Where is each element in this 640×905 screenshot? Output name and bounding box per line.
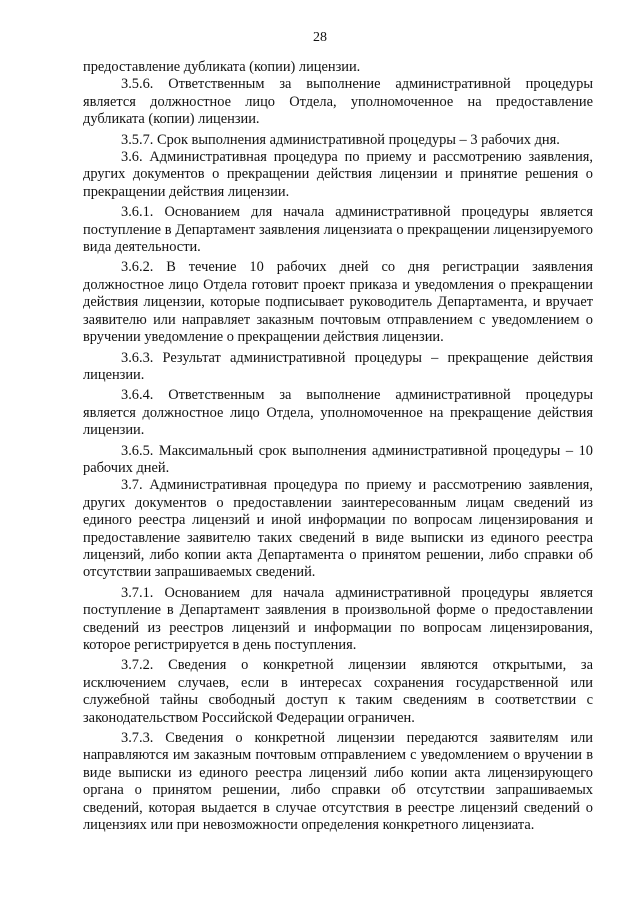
document-body xyxy=(83,59,593,834)
paragraph-3-6-5: 3.6.5. Максимальный срок выполнения административной процедуры – 10 рабочих дней. xyxy=(83,442,593,476)
paragraph-3-6-4: 3.6.4. Ответственным за выполнение административной процедуры является должностное лицо Отдела, уполномоченное на прекращение действия лицензии. xyxy=(83,387,593,439)
paragraph-3-5-7: 3.5.7. Срок выполнения административной процедуры – 3 рабочих дня. xyxy=(121,131,560,148)
page-number: 28 xyxy=(313,30,327,45)
paragraph-3-7: 3.7. Административная процедура по приему и рассмотрению заявления, других документов о предоставлении заинтересованным лицам сведений из единого реестра лицензий и иной информации по вопросам лицензирования и предоставление заявителю таких сведений в виде выписки из единого реестра лицензий, либо копии акта Департамента о принятом решении, либо справки об отсутствии запрашиваемых сведений. xyxy=(83,477,593,581)
paragraph-3-6: 3.6. Административная процедура по приему и рассмотрению заявления, других документов о прекращении действия лицензии и принятие решения о прекращении действия лицензии. xyxy=(83,149,593,200)
paragraph-3-7-1: 3.7.1. Основанием для начала административной процедуры является поступление в Департамент заявления в произвольной форме о предоставлении сведений из реестров лицензий и информации по вопросам лицензирования, которое регистрируется в день поступления. xyxy=(83,584,593,653)
paragraph-3-7-3: 3.7.3. Сведения о конкретной лицензии передаются заявителям или направляются им заказным почтовым отправлением с уведомлением о вручении в виде выписки из единого реестра лицензий либо копии акта лицензирующего органа о принятом решении, либо справки об отсутствии запрашиваемых сведений, которая выдается в случае отсутствия в реестре лицензий сведений о лицензиях или при невозможности определения конкретного лицензиата. xyxy=(83,730,593,834)
paragraph-3-6-2: 3.6.2. В течение 10 рабочих дней со дня регистрации заявления должностное лицо Отдела готовит проект приказа и уведомления о прекращении действия лицензии, которые подписывает руководитель Департамента, и вручает заявителю или направляет заказным почтовым отправлением с уведомлением о вручении уведомление о прекращении действия лицензии. xyxy=(83,259,593,346)
paragraph-3-6-3: 3.6.3. Результат административной процедуры – прекращение действия лицензии. xyxy=(83,349,593,383)
paragraph-3-5-6: 3.5.6. Ответственным за выполнение административной процедуры является должностное лицо Отдела, уполномоченное на предоставление дубликата (копии) лицензии. xyxy=(83,76,593,128)
paragraph-3-7-2: 3.7.2. Сведения о конкретной лицензии являются открытыми, за исключением случаев, если в интересах сохранения государственной или служебной тайны свободный доступ к таким сведениям в соответствии с законодательством Российской Федерации ограничен. xyxy=(83,657,593,726)
paragraph-continuation: предоставление дубликата (копии) лицензии. xyxy=(83,59,361,75)
paragraph-3-6-1: 3.6.1. Основанием для начала административной процедуры является поступление в Департамент заявления лицензиата о прекращении лицензируемого вида деятельности. xyxy=(83,204,593,256)
